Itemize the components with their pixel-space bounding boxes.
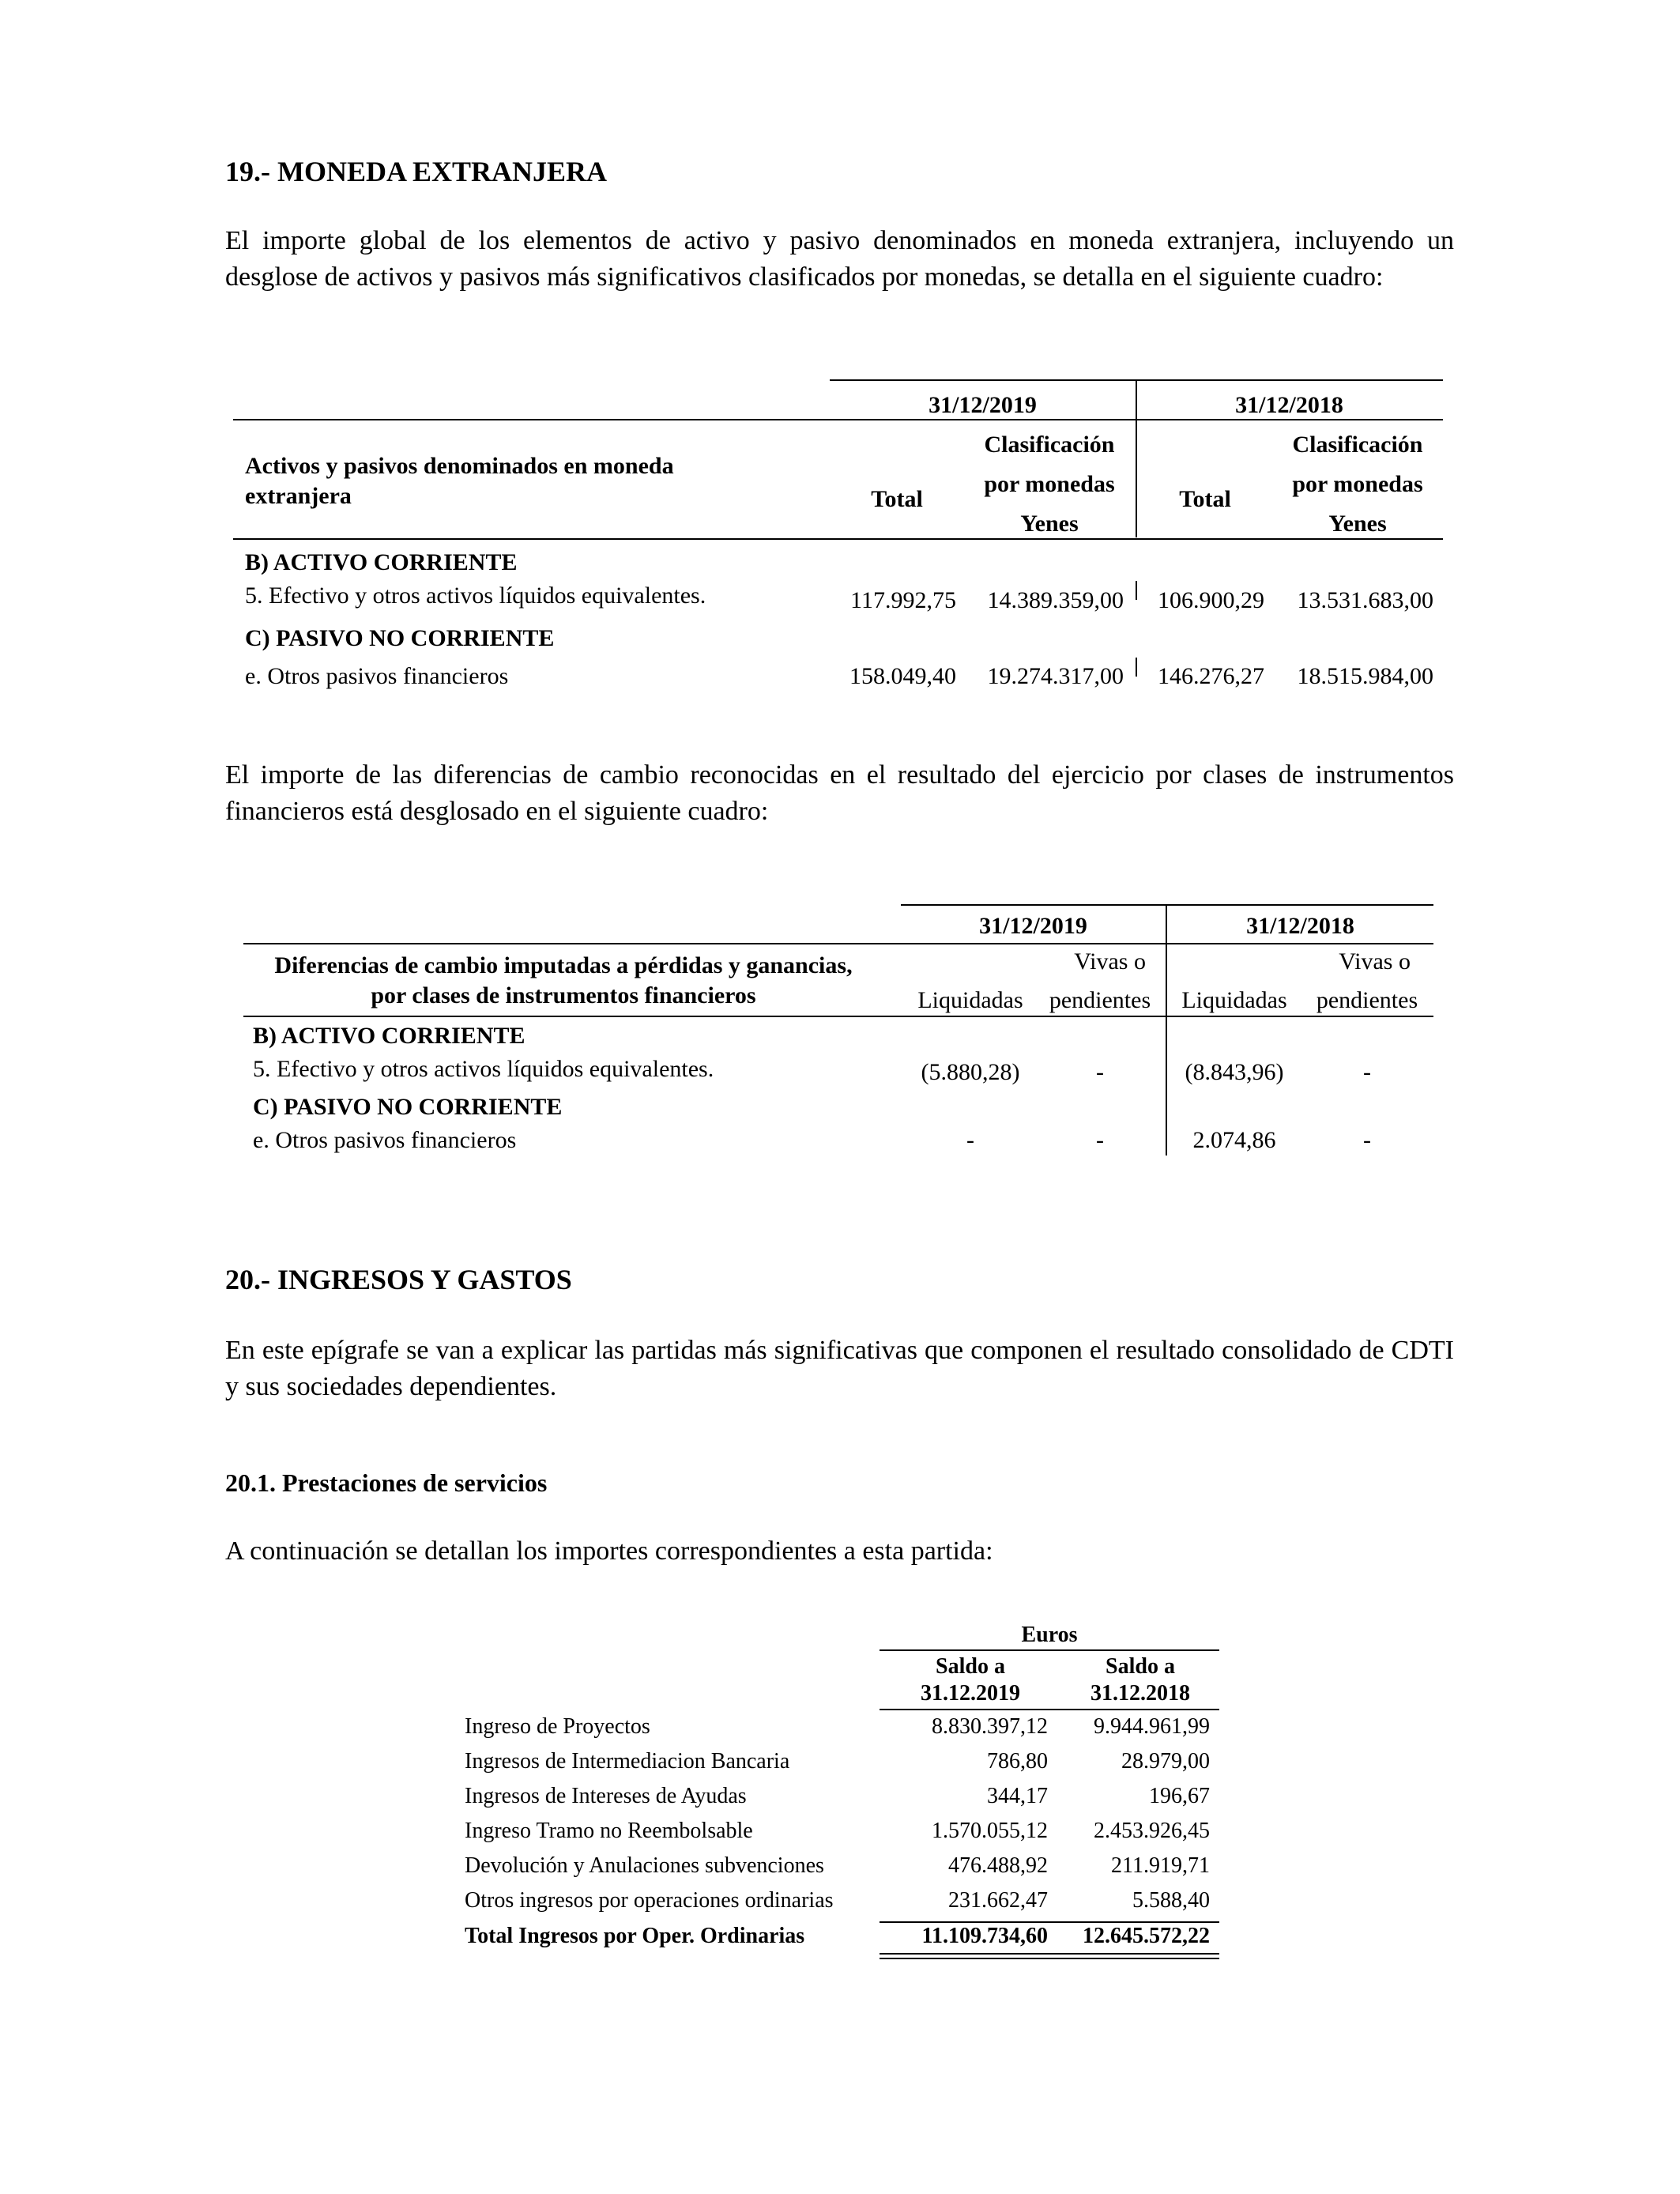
t2-col-vivas-2018-a: Vivas o	[1339, 948, 1411, 974]
t2-period-2018: 31/12/2018	[1246, 913, 1354, 939]
t3-col2-a: Saldo a	[1106, 1654, 1175, 1679]
t3-row-v2: 196,67	[1149, 1784, 1210, 1808]
t3-col2-b: 31.12.2018	[1090, 1681, 1190, 1706]
t3-row-label: Ingreso Tramo no Reembolsable	[465, 1819, 753, 1843]
t3-row-label: Ingresos de Intermediacion Bancaria	[465, 1749, 790, 1774]
section-19-title: 19.- MONEDA EXTRANJERA	[225, 156, 608, 187]
t1-row1-v1: 117.992,75	[850, 587, 956, 613]
t3-row-label: Devolución y Anulaciones subvenciones	[465, 1853, 824, 1878]
t3-row-v1: 231.662,47	[948, 1888, 1048, 1913]
t1-group-activo: B) ACTIVO CORRIENTE	[245, 549, 518, 575]
t3-col1-b: 31.12.2019	[921, 1681, 1020, 1706]
t2-row2-v1: -	[966, 1127, 974, 1153]
t1-period-2019: 31/12/2019	[929, 392, 1037, 418]
t1-col-clas-2019-a: Clasificación	[984, 432, 1115, 458]
t3-row-v1: 1.570.055,12	[932, 1819, 1048, 1843]
t1-row2-v3: 146.276,27	[1158, 663, 1264, 689]
section-20-title: 20.- INGRESOS Y GASTOS	[225, 1264, 572, 1295]
t2-row1-v4: -	[1363, 1059, 1371, 1085]
t3-row-v1: 476.488,92	[948, 1853, 1048, 1878]
t3-row-v2: 28.979,00	[1121, 1749, 1210, 1774]
t1-row2-v1: 158.049,40	[849, 663, 956, 689]
t2-col-vivas-2019-a: Vivas o	[1074, 948, 1146, 974]
t2-row1-v3: (8.843,96)	[1185, 1059, 1284, 1085]
t3-total-label: Total Ingresos por Oper. Ordinarias	[465, 1924, 805, 1948]
t1-col-total-2019: Total	[871, 486, 923, 512]
section-19-text2: El importe de las diferencias de cambio reconocidas en el resultado del ejercicio por clases de instrumentos financieros está desglosado en el siguiente cuadro:	[225, 760, 1454, 826]
t1-row1-v3: 106.900,29	[1158, 587, 1264, 613]
t3-row-v2: 5.588,40	[1132, 1888, 1210, 1913]
t3-row-label: Otros ingresos por operaciones ordinarias	[465, 1888, 834, 1913]
t1-col-clas-2018-b: por monedas	[1292, 471, 1423, 497]
t2-row2-v3: 2.074,86	[1192, 1127, 1276, 1153]
t1-row1-v2: 14.389.359,00	[987, 587, 1124, 613]
t3-col1-a: Saldo a	[936, 1654, 1005, 1679]
t2-col-vivas-2018-b: pendientes	[1316, 987, 1418, 1013]
t3-row-v1: 344,17	[987, 1784, 1048, 1808]
t1-row2-v2: 19.274.317,00	[987, 663, 1124, 689]
t2-row-header-1: Diferencias de cambio imputadas a pérdidas y ganancias,	[274, 952, 853, 978]
section-19-intro: El importe global de los elementos de activo y pasivo denominados en moneda extranjera, incluyendo un desglose de activos y pasivos más significativos clasificados por monedas, se detalla en el siguiente cuadro:	[225, 226, 1454, 292]
t2-group-activo: B) ACTIVO CORRIENTE	[253, 1023, 525, 1049]
t3-total-v2: 12.645.572,22	[1083, 1924, 1210, 1948]
t3-currency: Euros	[1021, 1623, 1078, 1647]
t2-col-liq-2018: Liquidadas	[1181, 987, 1287, 1013]
t2-row2-label: e. Otros pasivos financieros	[253, 1127, 517, 1153]
t1-row2-v4: 18.515.984,00	[1297, 663, 1433, 689]
t2-period-2019: 31/12/2019	[979, 913, 1087, 939]
t3-row-v2: 211.919,71	[1111, 1853, 1210, 1878]
t1-row-header: Activos y pasivos denominados en moneda extranjera	[245, 453, 674, 509]
t3-row-v2: 2.453.926,45	[1094, 1819, 1210, 1843]
t2-row1-v2: -	[1096, 1059, 1104, 1085]
t1-group-pasivo: C) PASIVO NO CORRIENTE	[245, 625, 555, 651]
t2-col-liq-2019: Liquidadas	[917, 987, 1023, 1013]
t3-row-label: Ingreso de Proyectos	[465, 1714, 650, 1739]
t2-row1-v1: (5.880,28)	[921, 1059, 1020, 1085]
t1-col-clas-2018-a: Clasificación	[1292, 432, 1423, 458]
t2-row1-label: 5. Efectivo y otros activos líquidos equivalentes.	[253, 1056, 714, 1082]
t1-row1-label: 5. Efectivo y otros activos líquidos equivalentes.	[245, 582, 706, 609]
t1-period-2018: 31/12/2018	[1235, 392, 1343, 418]
t3-total-v1: 11.109.734,60	[921, 1924, 1048, 1948]
t2-row-header-2: por clases de instrumentos financieros	[371, 982, 756, 1008]
t3-row-label: Ingresos de Intereses de Ayudas	[465, 1784, 747, 1808]
t1-col-total-2018: Total	[1179, 486, 1231, 512]
t2-row2-v2: -	[1096, 1127, 1104, 1153]
t1-col-clas-2018-c: Yenes	[1328, 511, 1387, 537]
t3-row-v1: 8.830.397,12	[932, 1714, 1048, 1739]
t2-col-vivas-2019-b: pendientes	[1049, 987, 1151, 1013]
section-20-intro: En este epígrafe se van a explicar las partidas más significativas que componen el resultado consolidado de CDTI y sus sociedades dependientes.	[225, 1336, 1454, 1401]
t1-row2-label: e. Otros pasivos financieros	[245, 663, 509, 689]
t2-group-pasivo: C) PASIVO NO CORRIENTE	[253, 1094, 563, 1120]
t1-row1-v4: 13.531.683,00	[1297, 587, 1433, 613]
t2-row2-v4: -	[1363, 1127, 1371, 1153]
section-20-1-title: 20.1. Prestaciones de servicios	[225, 1468, 548, 1497]
t3-row-v2: 9.944.961,99	[1094, 1714, 1210, 1739]
t1-col-clas-2019-c: Yenes	[1020, 511, 1079, 537]
section-20-1-intro: A continuación se detallan los importes correspondientes a esta partida:	[225, 1536, 993, 1566]
t3-row-v1: 786,80	[987, 1749, 1048, 1774]
t1-col-clas-2019-b: por monedas	[984, 471, 1115, 497]
